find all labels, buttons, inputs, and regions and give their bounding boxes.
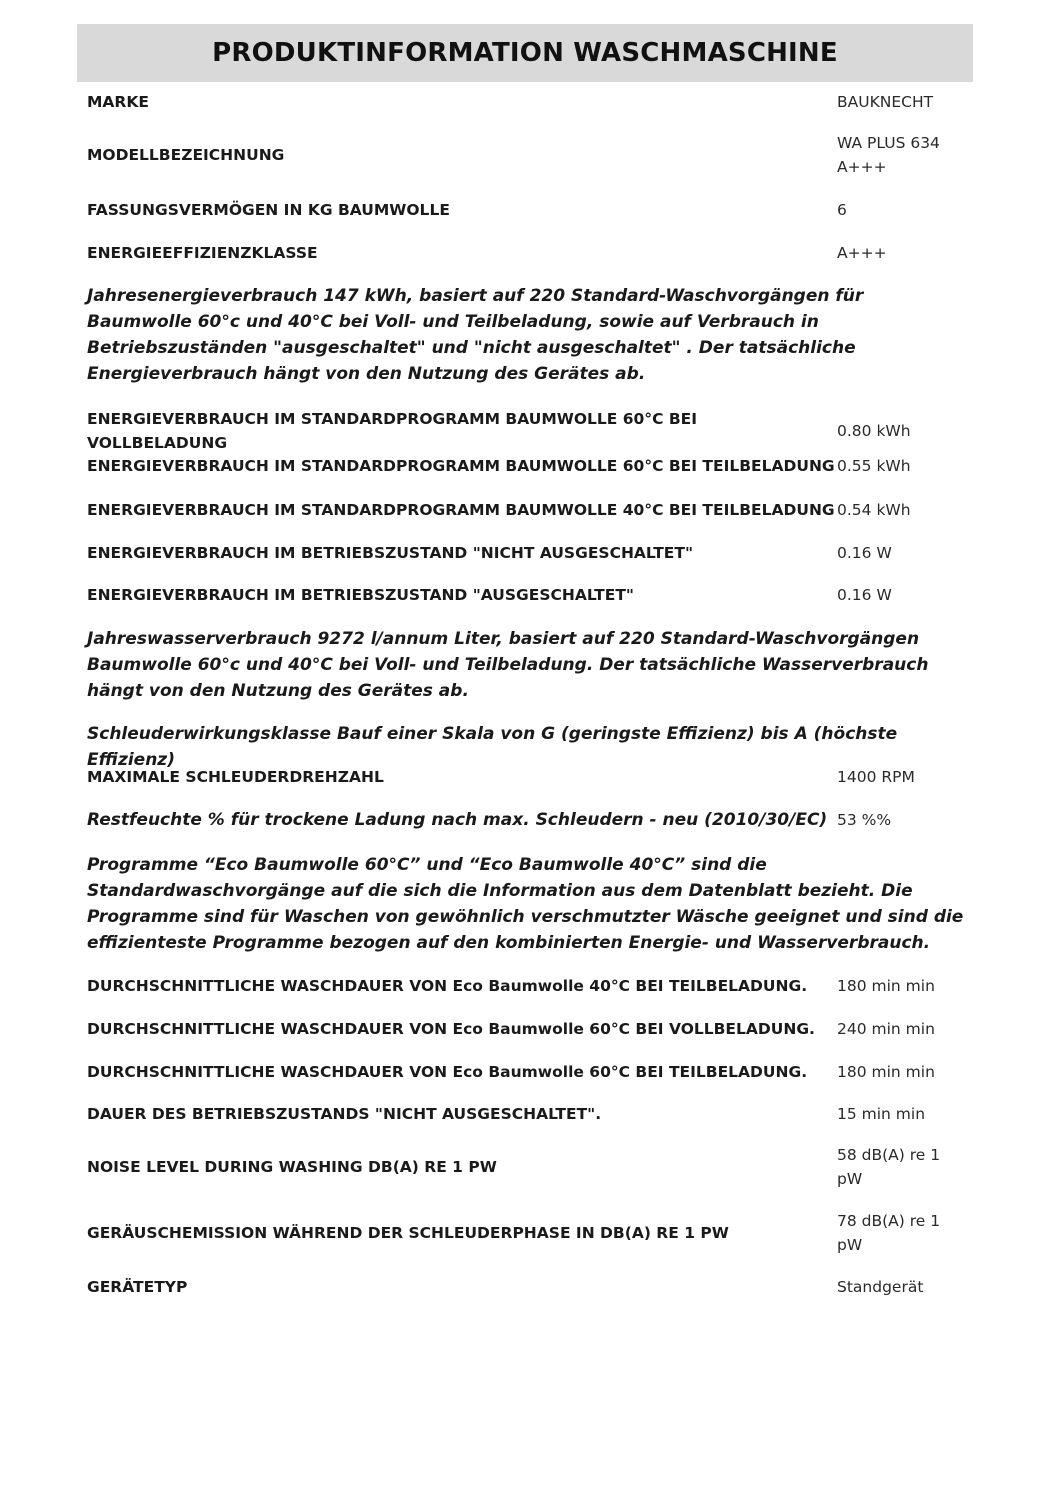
row-value: 53 %%	[837, 811, 892, 829]
row-value: 0.80 kWh	[837, 422, 911, 440]
row-label: DAUER DES BETRIEBSZUSTANDS "NICHT AUSGESCHALTET".	[87, 1105, 602, 1123]
programmes-paragraph: Programme “Eco Baumwolle 60°C” und “Eco Baumwolle 40°C” sind die Standardwaschvorgänge auf die sich die Information aus dem Datenblatt bezieht. Die Programme sind für Waschen von gewöhnlich verschmutzter Wäsche geeignet und sind die effizienteste Programme bezogen auf den kombinierten Energie- und Wasserverbrauch.	[87, 855, 964, 953]
row-label: ENERGIEVERBRAUCH IM STANDARDPROGRAMM BAUMWOLLE 40°C BEI TEILBELADUNG	[87, 501, 835, 519]
row-label: ENERGIEEFFIZIENZKLASSE	[87, 244, 318, 262]
row-label: ENERGIEVERBRAUCH IM STANDARDPROGRAMM BAUMWOLLE 60°C BEI TEILBELADUNG	[87, 457, 835, 475]
row-capacity	[87, 198, 967, 222]
row-label: GERÄUSCHEMISSION WÄHREND DER SCHLEUDERPHASE IN DB(A) RE 1 PW	[87, 1224, 729, 1242]
row-value: 0.16 W	[837, 586, 892, 604]
row-value: 0.55 kWh	[837, 457, 911, 475]
row-label: MODELLBEZEICHNUNG	[87, 146, 285, 164]
row-value: 0.54 kWh	[837, 501, 911, 519]
row-label: FASSUNGSVERMÖGEN IN KG BAUMWOLLE	[87, 201, 450, 219]
row-label: DURCHSCHNITTLICHE WASCHDAUER VON Eco Baumwolle 60°C BEI VOLLBELADUNG.	[87, 1020, 815, 1038]
row-value: 58 dB(A) re 1 pW	[837, 1146, 941, 1188]
row-label: Restfeuchte % für trockene Ladung nach max. Schleudern - neu (2010/30/EC)	[87, 810, 828, 830]
row-label: NOISE LEVEL DURING WASHING DB(A) RE 1 PW	[87, 1158, 497, 1176]
annual-water-paragraph: Jahreswasserverbrauch 9272 l/annum Liter, basiert auf 220 Standard-Waschvorgängen Baumwolle 60°c und 40°C bei Voll- und Teilbeladung. Der tatsächliche Wasserverbrauch hängt von den Nutzung des Gerätes ab.	[87, 629, 929, 701]
row-max-spin	[87, 765, 967, 789]
row-power-left-on	[87, 541, 967, 565]
row-label: MARKE	[87, 93, 149, 111]
row-left-on-duration	[87, 1102, 967, 1126]
row-energy-40-partial	[87, 498, 967, 522]
row-value: A+++	[837, 244, 887, 262]
row-value: 180 min min	[837, 977, 935, 995]
page-title: PRODUKTINFORMATION WASCHMASCHINE	[212, 38, 838, 68]
row-noise-washing	[87, 1143, 967, 1191]
row-value: 78 dB(A) re 1 pW	[837, 1212, 941, 1254]
spin-class-paragraph: Schleuderwirkungsklasse Bauf einer Skala von G (geringste Effizienz) bis A (höchste Effizienz)	[87, 724, 898, 770]
row-label: ENERGIEVERBRAUCH IM STANDARDPROGRAMM BAUMWOLLE 60°C BEI VOLLBELADUNG	[87, 410, 698, 452]
row-device-type	[87, 1275, 967, 1299]
row-label: GERÄTETYP	[87, 1278, 188, 1296]
row-label: ENERGIEVERBRAUCH IM BETRIEBSZUSTAND "NICHT AUSGESCHALTET"	[87, 544, 694, 562]
row-label: MAXIMALE SCHLEUDERDREHZAHL	[87, 768, 384, 786]
row-value: WA PLUS 634 A+++	[837, 134, 940, 176]
row-value: 180 min min	[837, 1063, 935, 1081]
row-value: 15 min min	[837, 1105, 926, 1123]
row-power-off	[87, 583, 967, 607]
row-duration-40-partial	[87, 974, 967, 998]
row-value: 1400 RPM	[837, 768, 915, 786]
row-value: Standgerät	[837, 1278, 924, 1296]
row-energy-60-partial	[87, 454, 967, 478]
row-energy-class	[87, 241, 967, 265]
row-duration-60-partial	[87, 1060, 967, 1084]
row-energy-60-full	[87, 407, 967, 455]
row-residual-moisture	[87, 808, 967, 832]
row-label: DURCHSCHNITTLICHE WASCHDAUER VON Eco Baumwolle 60°C BEI TEILBELADUNG.	[87, 1063, 808, 1081]
row-value: BAUKNECHT	[837, 93, 934, 111]
row-model	[87, 131, 967, 179]
row-value: 240 min min	[837, 1020, 935, 1038]
title-bar	[77, 24, 973, 82]
row-value: 0.16 W	[837, 544, 892, 562]
row-brand	[87, 90, 967, 114]
row-duration-60-full	[87, 1017, 967, 1041]
annual-energy-paragraph: Jahresenergieverbrauch 147 kWh, basiert auf 220 Standard-Waschvorgängen für Baumwolle 60°c und 40°C bei Voll- und Teilbeladung, sowie auf Verbrauch in Betriebszuständen "ausgeschaltet" und "nicht ausgeschaltet" . Der tatsächliche Energieverbrauch hängt von den Nutzung des Gerätes ab.	[87, 286, 864, 384]
row-value: 6	[837, 201, 847, 219]
row-noise-spinning	[87, 1209, 967, 1257]
row-label: ENERGIEVERBRAUCH IM BETRIEBSZUSTAND "AUSGESCHALTET"	[87, 586, 634, 604]
row-label: DURCHSCHNITTLICHE WASCHDAUER VON Eco Baumwolle 40°C BEI TEILBELADUNG.	[87, 977, 808, 995]
